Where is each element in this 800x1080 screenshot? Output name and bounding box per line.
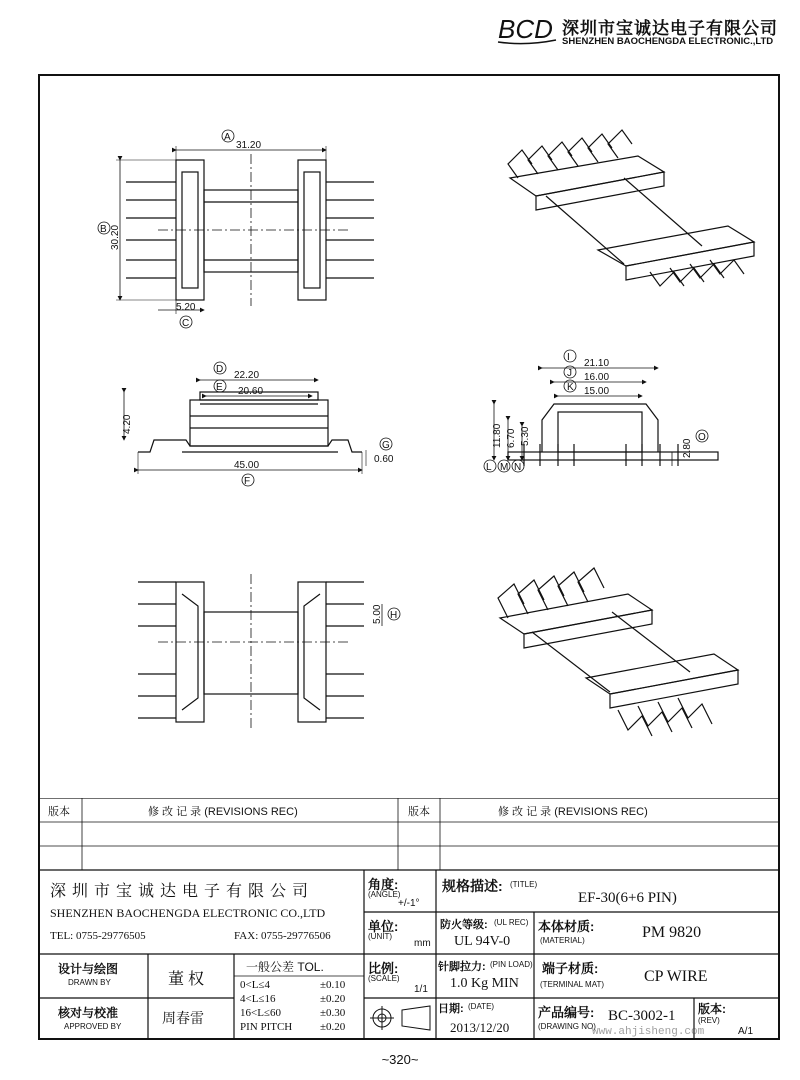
drawn-label-en: DRAWN BY [68, 978, 111, 987]
pinload-label-en: (PIN LOAD) [490, 960, 533, 969]
scale-label: 比例: [368, 961, 399, 976]
title-value: EF-30(6+6 PIN) [578, 890, 677, 906]
dim-value-h: 5.00 [372, 604, 383, 624]
dim-tag-b: B [100, 224, 107, 235]
drawing-no-label: 产品编号: [538, 1005, 595, 1020]
dim-tag-g: G [382, 440, 390, 451]
dim-tag-h: H [390, 610, 398, 621]
terminal-label-en: (TERMINAL MAT) [540, 980, 604, 989]
unit-label: 单位: [368, 919, 399, 934]
pinload-value: 1.0 Kg MIN [450, 976, 519, 991]
dim-tag-l: L [486, 462, 492, 473]
company-logo [496, 12, 558, 48]
rev-ver-label-2: 版本 [408, 806, 430, 818]
dim-tag-k: K [567, 382, 574, 393]
ul-value: UL 94V-0 [454, 934, 511, 949]
dim-value-c: 5.20 [176, 302, 196, 313]
drawn-label: 设计与绘图 [58, 962, 119, 976]
ul-label-en: (UL REC) [494, 918, 529, 927]
bottom-view [138, 574, 382, 730]
dim-value-l: 11.80 [492, 423, 503, 448]
company-tel: TEL: 0755-29776505 [50, 930, 146, 942]
dim-value-k: 15.00 [584, 386, 610, 397]
title-label: 规格描述: [442, 878, 503, 894]
material-value: PM 9820 [642, 924, 702, 941]
dim-value-f: 45.00 [234, 460, 260, 471]
dim-tag-d: D [216, 364, 224, 375]
dim-tag-o: O [698, 432, 706, 443]
dim-value-b: 30.20 [110, 224, 121, 250]
dim-tag-f: F [244, 476, 251, 487]
dim-tag-i: I [567, 352, 570, 363]
isometric-view-bottom [498, 568, 738, 736]
company-name-en: SHENZHEN BAOCHENGDA ELECTRONIC CO.,LTD [50, 906, 326, 920]
date-label-en: (DATE) [468, 1002, 495, 1011]
dim-value-a: 31.20 [236, 140, 262, 151]
approved-label: 核对与校准 [58, 1006, 119, 1020]
tol-row: 0<L≤4 ±0.10 [240, 979, 346, 991]
watermark: www.ahjisheng.com [592, 1026, 705, 1038]
company-fax: FAX: 0755-29776506 [234, 930, 331, 942]
material-label: 本体材质: [538, 919, 595, 934]
drawing-no-label-en: (DRAWING NO) [538, 1022, 596, 1031]
rev-rec-label-2: 修 改 记 录 (REVISIONS REC) [498, 806, 648, 818]
dim-value-d: 22.20 [234, 370, 260, 381]
dim-value-n: 5.30 [520, 426, 531, 446]
rev-value: A/1 [738, 1026, 754, 1037]
terminal-label: 端子材质: [542, 961, 599, 976]
company-name-cn: 深 圳 市 宝 诚 达 电 子 有 限 公 司 [50, 883, 310, 900]
header-company-en: SHENZHEN BAOCHENGDA ELECTRONIC.,LTD [562, 36, 774, 47]
dim-tag-j: J [567, 368, 572, 379]
dim-value-g: 0.60 [374, 454, 394, 465]
dim-value-j: 16.00 [584, 372, 610, 383]
date-value: 2013/12/20 [450, 1020, 510, 1035]
approved-value: 周春雷 [162, 1012, 204, 1027]
rev-label: 版本: [698, 1002, 726, 1016]
svg-text:BCD: BCD [498, 14, 553, 44]
scale-value: 1/1 [414, 984, 428, 995]
top-view [116, 146, 374, 314]
unit-label-en: (UNIT) [368, 932, 392, 941]
header-company-cn: 深圳市宝诚达电子有限公司 [562, 19, 778, 38]
title-block [38, 798, 780, 1040]
drawing-no-value: BC-3002-1 [608, 1008, 676, 1024]
isometric-view-top [508, 130, 754, 286]
rev-rec-label-1: 修 改 记 录 (REVISIONS REC) [148, 806, 298, 818]
scale-label-en: (SCALE) [368, 974, 400, 983]
rev-ver-label-1: 版本 [48, 806, 70, 818]
title-label-en: (TITLE) [510, 880, 538, 889]
angle-value: +/-1° [398, 898, 420, 909]
page-number: ~320~ [381, 1052, 419, 1067]
drawn-value: 董 权 [168, 971, 205, 988]
dim-value-side-h: 4.20 [122, 414, 133, 434]
tol-row: 16<L≤60 ±0.30 [240, 1007, 346, 1019]
tolerance-table [234, 978, 364, 1034]
approved-label-en: APPROVED BY [64, 1022, 122, 1031]
terminal-value: CP WIRE [644, 968, 708, 985]
dim-tag-c: C [182, 318, 190, 329]
rev-label-en: (REV) [698, 1016, 720, 1025]
dim-tag-n: N [514, 462, 522, 473]
angle-label-en: (ANGLE) [368, 890, 401, 899]
dim-value-i: 21.10 [584, 358, 610, 369]
dim-tag-a: A [224, 132, 231, 143]
tol-row: 4<L≤16 ±0.20 [240, 993, 346, 1005]
technical-drawing [38, 74, 780, 798]
tol-row: PIN PITCH ±0.20 [240, 1021, 346, 1033]
dim-value-m: 6.70 [506, 428, 517, 448]
dim-tag-e: E [216, 382, 223, 393]
pinload-label: 针脚拉力: [438, 961, 486, 973]
unit-value: mm [414, 938, 431, 949]
material-label-en: (MATERIAL) [540, 936, 585, 945]
date-label: 日期: [438, 1003, 464, 1015]
dim-value-o: 2.80 [682, 438, 693, 458]
tol-title: 一般公差 TOL. [246, 960, 324, 974]
dim-value-e: 20.60 [238, 386, 264, 397]
ul-label: 防火等级: [440, 919, 488, 931]
angle-label: 角度: [368, 877, 399, 892]
dim-tag-m: M [500, 462, 509, 473]
